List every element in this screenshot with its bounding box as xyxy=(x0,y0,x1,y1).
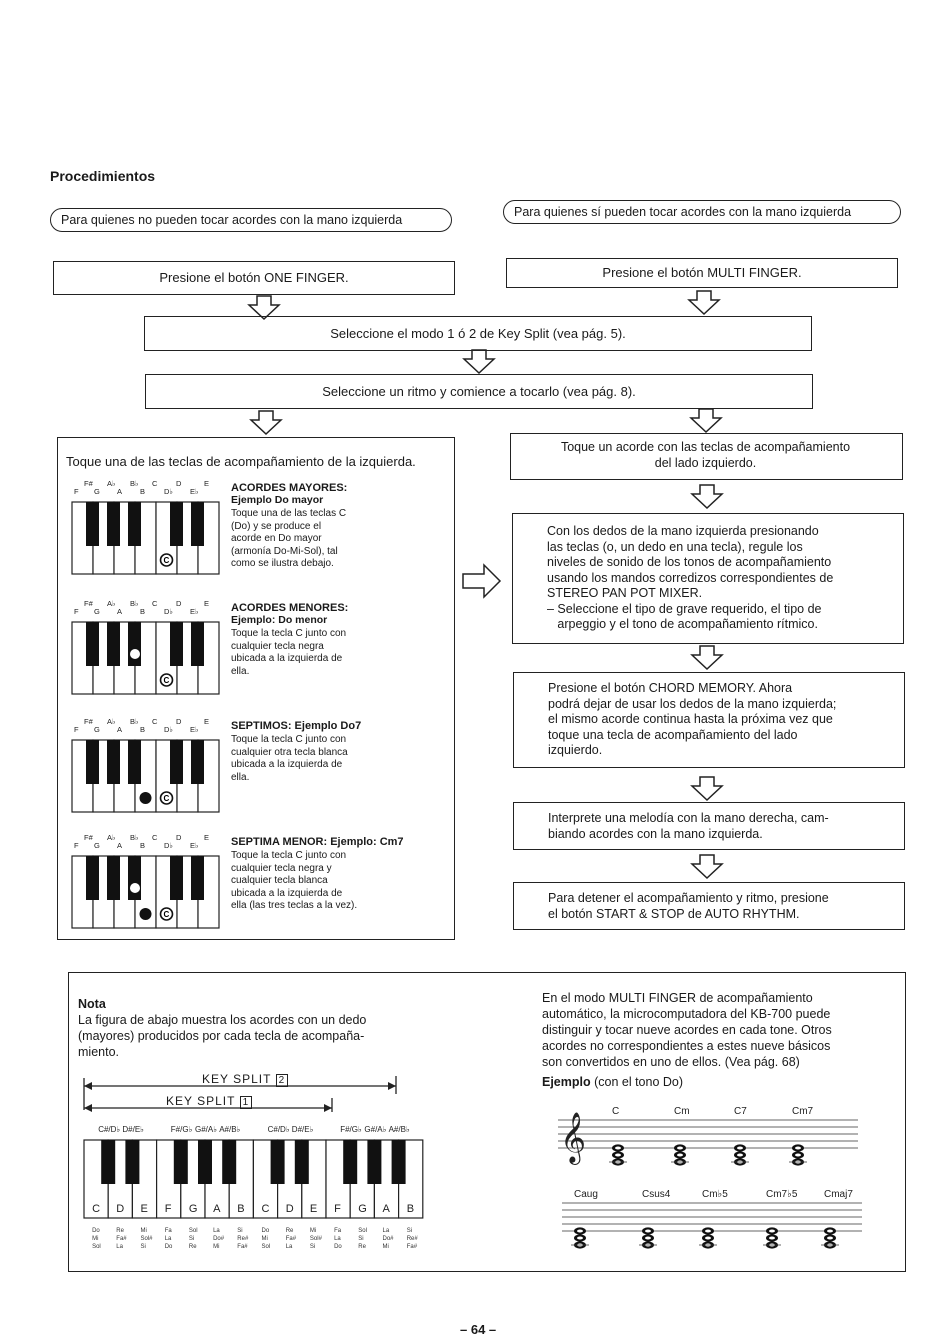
solfege-label: Mi xyxy=(309,1228,317,1234)
black-key-label: A#/B♭ xyxy=(219,1125,241,1134)
key-label: D xyxy=(176,833,182,842)
black-key xyxy=(86,622,99,666)
key-label: E♭ xyxy=(190,487,199,496)
white-key-label: C xyxy=(261,1203,270,1215)
solfege-label: La xyxy=(382,1228,390,1234)
chord-block-subtitle: Ejemplo Do mayor xyxy=(231,494,324,506)
note-head-hole xyxy=(615,1147,621,1150)
key-label: E♭ xyxy=(190,725,199,734)
key-split-2-text: KEY SPLIT xyxy=(202,1072,272,1086)
chord-block-text xyxy=(231,508,441,571)
black-key xyxy=(125,1140,139,1184)
black-key xyxy=(367,1140,381,1184)
white-key-label: E xyxy=(140,1203,148,1215)
chord-block-text-line: Toque una de las teclas C xyxy=(231,508,347,519)
chord-block-title: SEPTIMOS: Ejemplo Do7 xyxy=(231,720,362,732)
right-step-line: niveles de sonido de los tonos de acompañamiento xyxy=(547,555,832,569)
chord-block-text-line: ella. xyxy=(231,771,250,783)
chord-staff-2 xyxy=(562,1185,872,1255)
note-head-hole xyxy=(645,1230,651,1233)
key-label: G xyxy=(94,725,100,734)
black-key-label: D#/E♭ xyxy=(122,1125,144,1134)
note-text-line: La figura de abajo muestra los acordes con un dedo xyxy=(78,1013,367,1027)
white-key-label: D xyxy=(285,1203,294,1215)
black-key-label: G#/A♭ xyxy=(364,1125,387,1134)
right-step-line: del lado izquierdo. xyxy=(654,455,757,470)
white-key-label: F xyxy=(164,1203,172,1215)
pressed-black-key-marker xyxy=(130,883,140,893)
solfege-label: Re xyxy=(285,1228,294,1234)
right-step-line: Interprete una melodía con la mano derecha, cam- xyxy=(548,811,829,825)
black-key xyxy=(107,740,120,784)
key-label: B♭ xyxy=(130,479,139,488)
right-step-line: Toque un acorde con las teclas de acompañamiento xyxy=(560,440,851,454)
black-key-label: C#/D♭ xyxy=(98,1125,121,1134)
chord-block-text-line: ubicada a la izquierda de xyxy=(231,887,343,899)
right-step-1 xyxy=(510,433,903,480)
black-key xyxy=(128,622,141,666)
right-step-line: arpeggio y el tono de acompañamiento rítmico. xyxy=(547,617,818,631)
multi-text-line: automático, la microcomputadora del KB-700 puede xyxy=(542,1007,831,1021)
key-label: D♭ xyxy=(164,841,173,850)
black-key xyxy=(170,622,183,666)
black-key xyxy=(107,856,120,900)
key-label: A♭ xyxy=(107,717,116,726)
key-split-1-label xyxy=(166,1094,252,1108)
solfege-label: Mi xyxy=(213,1244,220,1250)
right-step-text xyxy=(548,681,868,759)
note-title: Nota xyxy=(78,997,106,1011)
pressed-key-marker xyxy=(140,908,152,920)
black-key xyxy=(170,502,183,546)
chord-block-text-line: Toque la tecla C junto con xyxy=(231,734,347,745)
solfege-label: Do xyxy=(334,1244,342,1250)
chord-block-2 xyxy=(231,602,441,678)
key-label: A xyxy=(117,841,123,850)
key-label: B xyxy=(140,725,146,734)
black-key xyxy=(128,856,141,900)
chord-block-text xyxy=(231,850,441,913)
solfege-label: Sol# xyxy=(309,1236,322,1242)
chord-block-text xyxy=(231,628,441,678)
right-step-line: biando acordes con la mano izquierda. xyxy=(548,826,763,841)
key-label: F# xyxy=(84,479,93,488)
key-label: E xyxy=(204,717,210,726)
note-keyboard xyxy=(80,1110,425,1260)
pressed-black-key-marker xyxy=(130,649,140,659)
black-key xyxy=(86,856,99,900)
solfege-label: Do# xyxy=(213,1236,225,1242)
note-head-hole xyxy=(769,1237,775,1240)
key-label: A♭ xyxy=(107,833,116,842)
solfege-label: Mi xyxy=(92,1236,99,1242)
key-label: D xyxy=(176,479,182,488)
down-arrow-icon xyxy=(689,645,725,671)
key-label: B♭ xyxy=(130,717,139,726)
chord-block-text-line: (Do) y se produce el xyxy=(231,520,322,532)
step-multi-finger: Presione el botón MULTI FINGER. xyxy=(506,258,898,288)
solfege-label: Sol xyxy=(358,1228,367,1234)
left-panel-heading: Toque una de las teclas de acompañamiento de la izquierda. xyxy=(66,454,416,469)
key-label: F xyxy=(74,725,79,734)
accompaniment-keyboard-1 xyxy=(70,478,225,578)
key-label: B♭ xyxy=(130,599,139,608)
note-head-hole xyxy=(737,1147,743,1150)
right-arrow-icon xyxy=(462,563,502,599)
note-text xyxy=(78,1012,508,1060)
note-head-hole xyxy=(677,1147,683,1150)
chord-name: Csus4 xyxy=(642,1189,671,1200)
c-key-marker-letter: C xyxy=(163,676,170,685)
key-label: F xyxy=(74,841,79,850)
key-label: C xyxy=(152,599,158,608)
solfege-label: Fa xyxy=(164,1228,172,1234)
key-label: E xyxy=(204,599,210,608)
white-key-label: E xyxy=(309,1203,318,1215)
page-number: – 64 – xyxy=(460,1322,497,1337)
black-key xyxy=(343,1140,357,1184)
black-key xyxy=(170,740,183,784)
solfege-label: Sol# xyxy=(140,1236,153,1242)
right-step-text xyxy=(547,524,867,633)
right-step-line: toque una tecla de acompañamiento del lado xyxy=(548,727,798,742)
accompaniment-keyboard-3 xyxy=(70,716,225,816)
chord-block-subtitle: Ejemplo: Do menor xyxy=(231,614,328,626)
solfege-label: Mi xyxy=(261,1236,268,1242)
key-split-2-num: 2 xyxy=(276,1074,289,1087)
solfege-label: Fa# xyxy=(285,1236,297,1242)
solfege-label: La xyxy=(285,1244,293,1250)
key-label: G xyxy=(94,841,100,850)
right-step-4 xyxy=(513,802,905,850)
solfege-label: Re xyxy=(188,1244,197,1250)
right-step-3 xyxy=(513,672,905,768)
chord-block-title: SEPTIMA MENOR: Ejemplo: Cm7 xyxy=(231,836,404,848)
black-key xyxy=(128,502,141,546)
down-arrow-icon xyxy=(689,854,725,880)
key-label: C xyxy=(152,717,158,726)
down-arrow-icon xyxy=(461,349,497,375)
chord-name: C xyxy=(612,1106,620,1117)
right-step-5 xyxy=(513,882,905,930)
solfege-label: Si xyxy=(406,1228,413,1234)
example-bold: Ejemplo xyxy=(542,1075,591,1089)
note-head-hole xyxy=(737,1154,743,1157)
right-step-line: izquierdo. xyxy=(548,743,603,757)
pressed-key-marker xyxy=(140,792,152,804)
chord-block-text-line: ubicada a la izquierda de xyxy=(231,653,343,664)
right-step-line: usando los mandos corredizos correspondientes de xyxy=(547,570,834,585)
note-head-hole xyxy=(795,1154,801,1157)
note-head-hole xyxy=(705,1237,711,1240)
solfege-label: Si xyxy=(140,1244,146,1250)
key-label: B xyxy=(140,607,146,616)
key-label: E♭ xyxy=(190,607,199,616)
key-label: A♭ xyxy=(107,479,116,488)
white-key-label: G xyxy=(358,1203,367,1215)
chord-block-text-line: cualquier tecla negra y xyxy=(231,862,332,874)
solfege-label: Sol xyxy=(92,1244,101,1250)
black-key xyxy=(128,740,141,784)
key-split-1-text: KEY SPLIT xyxy=(166,1094,236,1108)
accompaniment-keyboard-4 xyxy=(70,832,225,932)
chord-block-text-line: Toque la tecla C junto con xyxy=(231,850,347,861)
black-key-label: F#/G♭ xyxy=(170,1125,193,1134)
black-key xyxy=(86,502,99,546)
c-key-marker-letter: C xyxy=(163,794,170,803)
key-split-1-num: 1 xyxy=(240,1096,253,1109)
left-column-header: Para quienes no pueden tocar acordes con la mano izquierda xyxy=(50,208,452,232)
key-label: D♭ xyxy=(164,725,173,734)
black-key xyxy=(271,1140,285,1184)
down-arrow-icon xyxy=(686,290,722,316)
step-rhythm: Seleccione un ritmo y comience a tocarlo (vea pág. 8). xyxy=(145,374,813,409)
key-label: A♭ xyxy=(107,599,116,608)
key-split-2-label xyxy=(202,1072,288,1086)
white-key-label: G xyxy=(188,1203,198,1215)
solfege-label: Si xyxy=(188,1236,195,1242)
black-key xyxy=(222,1140,236,1184)
right-step-line: Con los dedos de la mano izquierda presionando xyxy=(547,524,819,538)
note-head-hole xyxy=(615,1154,621,1157)
right-step-line: – Seleccione el tipo de grave requerido, el tipo de xyxy=(547,601,822,616)
multi-finger-text xyxy=(542,990,884,1070)
solfege-label: Fa# xyxy=(116,1236,127,1242)
right-step-text xyxy=(545,440,866,471)
note-head-hole xyxy=(705,1230,711,1233)
white-key-label: A xyxy=(382,1203,390,1215)
chord-block-text-line: cualquier tecla blanca xyxy=(231,875,328,886)
note-head-hole xyxy=(827,1237,833,1240)
chord-name: Cm7 xyxy=(792,1106,814,1117)
multi-text-line: acordes no correspondientes a estes nueve básicos xyxy=(542,1039,831,1053)
right-step-2 xyxy=(512,513,904,644)
key-label: F# xyxy=(84,833,93,842)
key-label: F xyxy=(74,487,79,496)
black-key-label: D#/E♭ xyxy=(291,1125,314,1134)
right-step-line: las teclas (o, un dedo en una tecla), regule los xyxy=(547,539,803,554)
black-key-label: A#/B♭ xyxy=(388,1125,410,1134)
solfege-label: Mi xyxy=(140,1228,147,1234)
key-label: B xyxy=(140,841,146,850)
key-label: G xyxy=(94,607,100,616)
note-head-hole xyxy=(577,1237,583,1240)
solfege-label: Fa# xyxy=(237,1244,248,1250)
down-arrow-icon xyxy=(689,484,725,510)
key-label: F# xyxy=(84,717,93,726)
solfege-label: Do xyxy=(92,1228,100,1234)
key-label: E xyxy=(204,479,210,488)
note-head-hole xyxy=(645,1237,651,1240)
black-key xyxy=(191,622,204,666)
chord-block-text-line: acorde en Do mayor xyxy=(231,533,322,544)
black-key xyxy=(170,856,183,900)
solfege-label: Si xyxy=(358,1236,364,1242)
key-label: E♭ xyxy=(190,841,199,850)
black-key xyxy=(107,502,120,546)
key-label: B♭ xyxy=(130,833,139,842)
solfege-label: Re xyxy=(116,1228,124,1234)
black-key xyxy=(392,1140,406,1184)
chord-name: Cmaj7 xyxy=(824,1189,853,1200)
note-head-hole xyxy=(827,1230,833,1233)
chord-block-text-line: ubicada a la izquierda de xyxy=(231,759,343,770)
black-key xyxy=(101,1140,115,1184)
down-arrow-icon xyxy=(689,776,725,802)
key-label: G xyxy=(94,487,100,496)
key-label: D♭ xyxy=(164,607,173,616)
treble-clef-icon: 𝄞 xyxy=(560,1112,587,1163)
note-head-hole xyxy=(769,1230,775,1233)
chord-block-text-line: cualquier otra tecla blanca xyxy=(231,746,348,758)
white-key-label: B xyxy=(406,1203,415,1215)
note-head-hole xyxy=(795,1147,801,1150)
chord-name: Cm7♭5 xyxy=(766,1189,798,1200)
chord-block-text-line: cualquier tecla negra xyxy=(231,640,324,652)
black-key xyxy=(86,740,99,784)
solfege-label: Si xyxy=(309,1244,316,1250)
right-step-line: el mismo acorde continua hasta la próxima vez que xyxy=(548,712,833,726)
chord-block-text-line: Toque la tecla C junto con xyxy=(231,628,347,639)
solfege-label: Re# xyxy=(237,1236,249,1242)
chord-block-text-line: ella (las tres teclas a la vez). xyxy=(231,900,358,911)
solfege-label: Do# xyxy=(382,1236,394,1242)
key-label: C xyxy=(152,479,158,488)
right-step-text xyxy=(548,811,868,842)
step-one-finger: Presione el botón ONE FINGER. xyxy=(53,261,455,295)
chord-name: Cm xyxy=(674,1106,690,1117)
white-key-label: C xyxy=(92,1203,101,1215)
chord-block-3 xyxy=(231,720,441,784)
white-key-label: B xyxy=(237,1203,245,1215)
c-key-marker-letter: C xyxy=(163,556,170,565)
chord-block-text-line: (armonía Do-Mi-Sol), tal xyxy=(231,545,338,557)
key-label: D xyxy=(176,599,182,608)
solfege-label: Fa# xyxy=(406,1244,418,1250)
right-step-line: Presione el botón CHORD MEMORY. Ahora xyxy=(548,681,793,695)
solfege-label: Sol xyxy=(261,1244,271,1250)
key-label: D xyxy=(176,717,182,726)
solfege-label: Fa xyxy=(334,1228,342,1234)
solfege-label: La xyxy=(213,1228,220,1234)
key-label: E xyxy=(204,833,210,842)
multi-text-line: En el modo MULTI FINGER de acompañamiento xyxy=(542,991,813,1005)
key-label: F xyxy=(74,607,79,616)
chord-name: Cm♭5 xyxy=(702,1189,728,1200)
solfege-label: La xyxy=(116,1244,123,1250)
black-key xyxy=(191,502,204,546)
black-key xyxy=(198,1140,212,1184)
example-rest: (con el tono Do) xyxy=(590,1075,684,1089)
chord-block-text-line: como se ilustra debajo. xyxy=(231,558,334,569)
right-step-line: STEREO PAN POT MIXER. xyxy=(547,586,703,600)
key-label: C xyxy=(152,833,158,842)
right-step-line: el botón START & STOP de AUTO RHYTHM. xyxy=(548,906,800,921)
key-label: A xyxy=(117,607,123,616)
black-key-label: C#/D♭ xyxy=(267,1125,290,1134)
key-label: D♭ xyxy=(164,487,173,496)
note-text-line: (mayores) producidos por cada tecla de acompaña- xyxy=(78,1029,365,1043)
solfege-label: Mi xyxy=(382,1244,389,1250)
solfege-label: Do xyxy=(164,1244,173,1250)
key-label: B xyxy=(140,487,146,496)
black-key xyxy=(191,856,204,900)
right-step-line: podrá dejar de usar los dedos de la mano izquierda; xyxy=(548,696,837,711)
chord-name: C7 xyxy=(734,1106,747,1117)
chord-block-1 xyxy=(231,482,441,571)
chord-name: Caug xyxy=(574,1189,598,1200)
note-head-hole xyxy=(577,1230,583,1233)
chord-block-title: ACORDES MAYORES: xyxy=(231,482,348,494)
solfege-label: Do xyxy=(261,1228,270,1234)
white-key-label: D xyxy=(116,1203,125,1215)
down-arrow-icon xyxy=(248,410,284,436)
solfege-label: Sol xyxy=(188,1228,198,1234)
chord-staff-1 xyxy=(558,1102,868,1174)
down-arrow-icon xyxy=(688,408,724,434)
key-label: A xyxy=(117,487,123,496)
chord-block-4 xyxy=(231,836,441,913)
multi-text-line: son convertidos en uno de ellos. (Vea pág. 68) xyxy=(542,1055,800,1069)
right-column-header: Para quienes sí pueden tocar acordes con la mano izquierda xyxy=(503,200,901,224)
step-key-split: Seleccione el modo 1 ó 2 de Key Split (vea pág. 5). xyxy=(144,316,812,351)
solfege-label: La xyxy=(334,1236,341,1242)
solfege-label: La xyxy=(164,1236,172,1242)
right-step-text xyxy=(548,891,868,922)
black-key-label: G#/A♭ xyxy=(195,1125,218,1134)
solfege-label: Si xyxy=(237,1228,243,1234)
multi-text-line: distinguir y tocar nueve acordes en cada tone. Otros xyxy=(542,1023,832,1037)
accompaniment-keyboard-2 xyxy=(70,598,225,698)
chord-block-text-line: ella. xyxy=(231,665,250,677)
key-label: A xyxy=(117,725,123,734)
black-key xyxy=(174,1140,188,1184)
c-key-marker-letter: C xyxy=(163,910,170,919)
section-title: Procedimientos xyxy=(50,168,156,184)
note-text-line: miento. xyxy=(78,1045,119,1059)
chord-block-text xyxy=(231,734,441,784)
note-head-hole xyxy=(677,1154,683,1157)
solfege-label: Re xyxy=(358,1244,366,1250)
example-line xyxy=(542,1075,683,1089)
black-key-label: F#/G♭ xyxy=(340,1125,362,1134)
key-label: F# xyxy=(84,599,93,608)
black-key xyxy=(107,622,120,666)
black-key xyxy=(191,740,204,784)
chord-block-title: ACORDES MENORES: xyxy=(231,602,349,614)
black-key xyxy=(295,1140,309,1184)
white-key-label: A xyxy=(213,1203,221,1215)
solfege-label: Re# xyxy=(406,1236,418,1242)
right-step-line: Para detener el acompañamiento y ritmo, presione xyxy=(548,891,829,905)
white-key-label: F xyxy=(334,1203,341,1215)
